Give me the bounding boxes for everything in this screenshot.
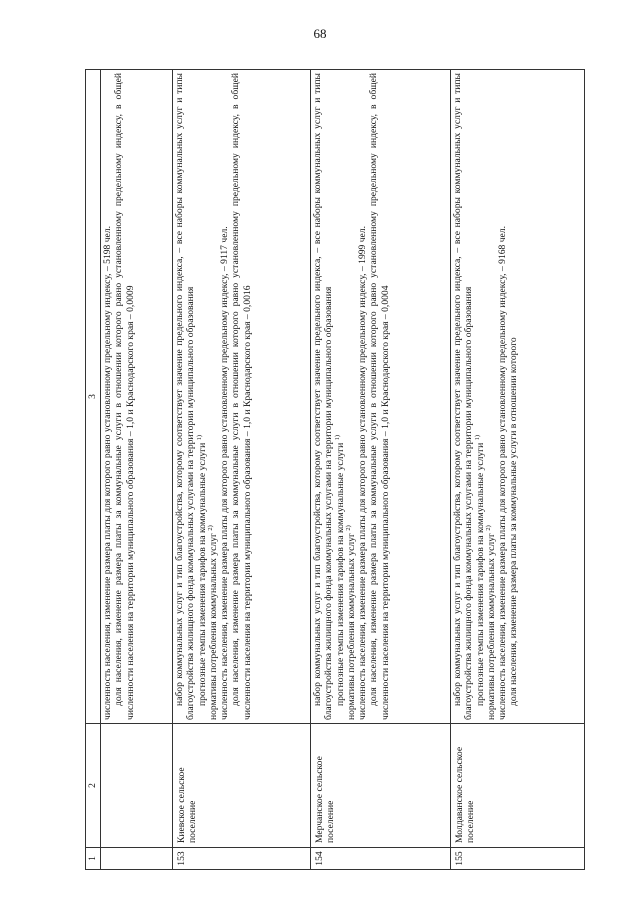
population-share-text: доля населения, изменение размера платы за коммунальные услуги в отношении которого равно установленному предельному индексу, в общей численности населения на территории муниципального образования – 1,0 и Краснодарского края – 0,0009 xyxy=(113,73,136,720)
row-number: 154 xyxy=(311,848,451,870)
header-cell-3: 3 xyxy=(86,70,101,724)
population-share-text: доля населения, изменение размера платы за коммунальные услуги в отношении которого равно установленному предельному индексу, в общей численности населения на территории муниципального образования – 1,0 и Краснодарского края – 0,0016 xyxy=(230,73,253,720)
tariff-rates-text: прогнозные темпы изменения тарифов на коммунальные услуги $^{1)}$ xyxy=(333,434,346,706)
settlement-name: Молдаванское сельское поселение xyxy=(451,724,585,848)
population-text: численность населения, изменение размера платы для которого равно установленному предельному индексу, – 9117 чел. xyxy=(219,226,231,720)
row-number: 153 xyxy=(173,848,311,870)
data-table xyxy=(85,69,585,870)
table-row xyxy=(311,70,451,870)
row-number-cell xyxy=(101,848,173,870)
consumption-norms-text: нормативы потребления коммунальных услуг $^{2)}$ xyxy=(484,525,497,720)
rotated-table xyxy=(85,70,585,870)
description-cell xyxy=(451,70,585,724)
settlement-name-cell xyxy=(101,724,173,848)
table-header-row xyxy=(86,70,101,870)
row-number: 155 xyxy=(451,848,585,870)
population-text: численность населения, изменение размера платы для которого равно установленному предельному индексу, – 9168 чел. xyxy=(497,226,509,720)
population-text: численность населения, изменение размера платы для которого равно установленному предельному индексу, – 1999 чел. xyxy=(357,226,369,720)
service-set-text: набор коммунальных услуг и тип благоустройства, которому соответствует значение предельного индекса, – все наборы коммунальных услуг и типы благоустройства жилищного фонда коммунальных услугами на территории муниципального образования xyxy=(452,73,475,720)
header-cell-1: 1 xyxy=(86,848,101,870)
table-row xyxy=(451,70,585,870)
description-cell xyxy=(101,70,173,724)
consumption-norms-text: нормативы потребления коммунальных услуг $^{2)}$ xyxy=(344,525,357,720)
settlement-name: Мерчанское сельское поселение xyxy=(311,724,451,848)
population-share-text: доля населения, изменение размера платы за коммунальные услуги в отношении которого равно установленному предельному индексу, в общей численности населения на территории муниципального образования – 1,0 и Краснодарского края – 0,0004 xyxy=(368,73,391,720)
consumption-norms-text: нормативы потребления коммунальных услуг $^{2)}$ xyxy=(206,525,219,720)
population-text: численность населения, изменение размера платы для которого равно установленному предельному индексу, – 5198 чел. xyxy=(102,226,113,720)
service-set-text: набор коммунальных услуг и тип благоустройства, которому соответствует значение предельного индекса, – все наборы коммунальных услуг и типы благоустройства жилищного фонда коммунальных услугами на территории муниципального образования xyxy=(174,73,197,720)
header-cell-2: 2 xyxy=(86,724,101,848)
tariff-rates-text: прогнозные темпы изменения тарифов на коммунальные услуги $^{1)}$ xyxy=(473,434,486,706)
tariff-rates-text: прогнозные темпы изменения тарифов на коммунальные услуги $^{1)}$ xyxy=(195,434,208,706)
description-cell xyxy=(173,70,311,724)
page-number: 68 xyxy=(313,26,327,41)
population-share-text: доля населения, изменение размера платы за коммунальные услуги в отношении которого xyxy=(508,337,520,706)
continuation-row xyxy=(101,70,173,870)
rotated-table-container xyxy=(85,70,585,870)
table-row xyxy=(173,70,311,870)
description-cell xyxy=(311,70,451,724)
service-set-text: набор коммунальных услуг и тип благоустройства, которому соответствует значение предельного индекса, – все наборы коммунальных услуг и типы благоустройства жилищного фонда коммунальных услугами на территории муниципального образования xyxy=(312,73,335,720)
settlement-name: Киевское сельское поселение xyxy=(173,724,311,848)
